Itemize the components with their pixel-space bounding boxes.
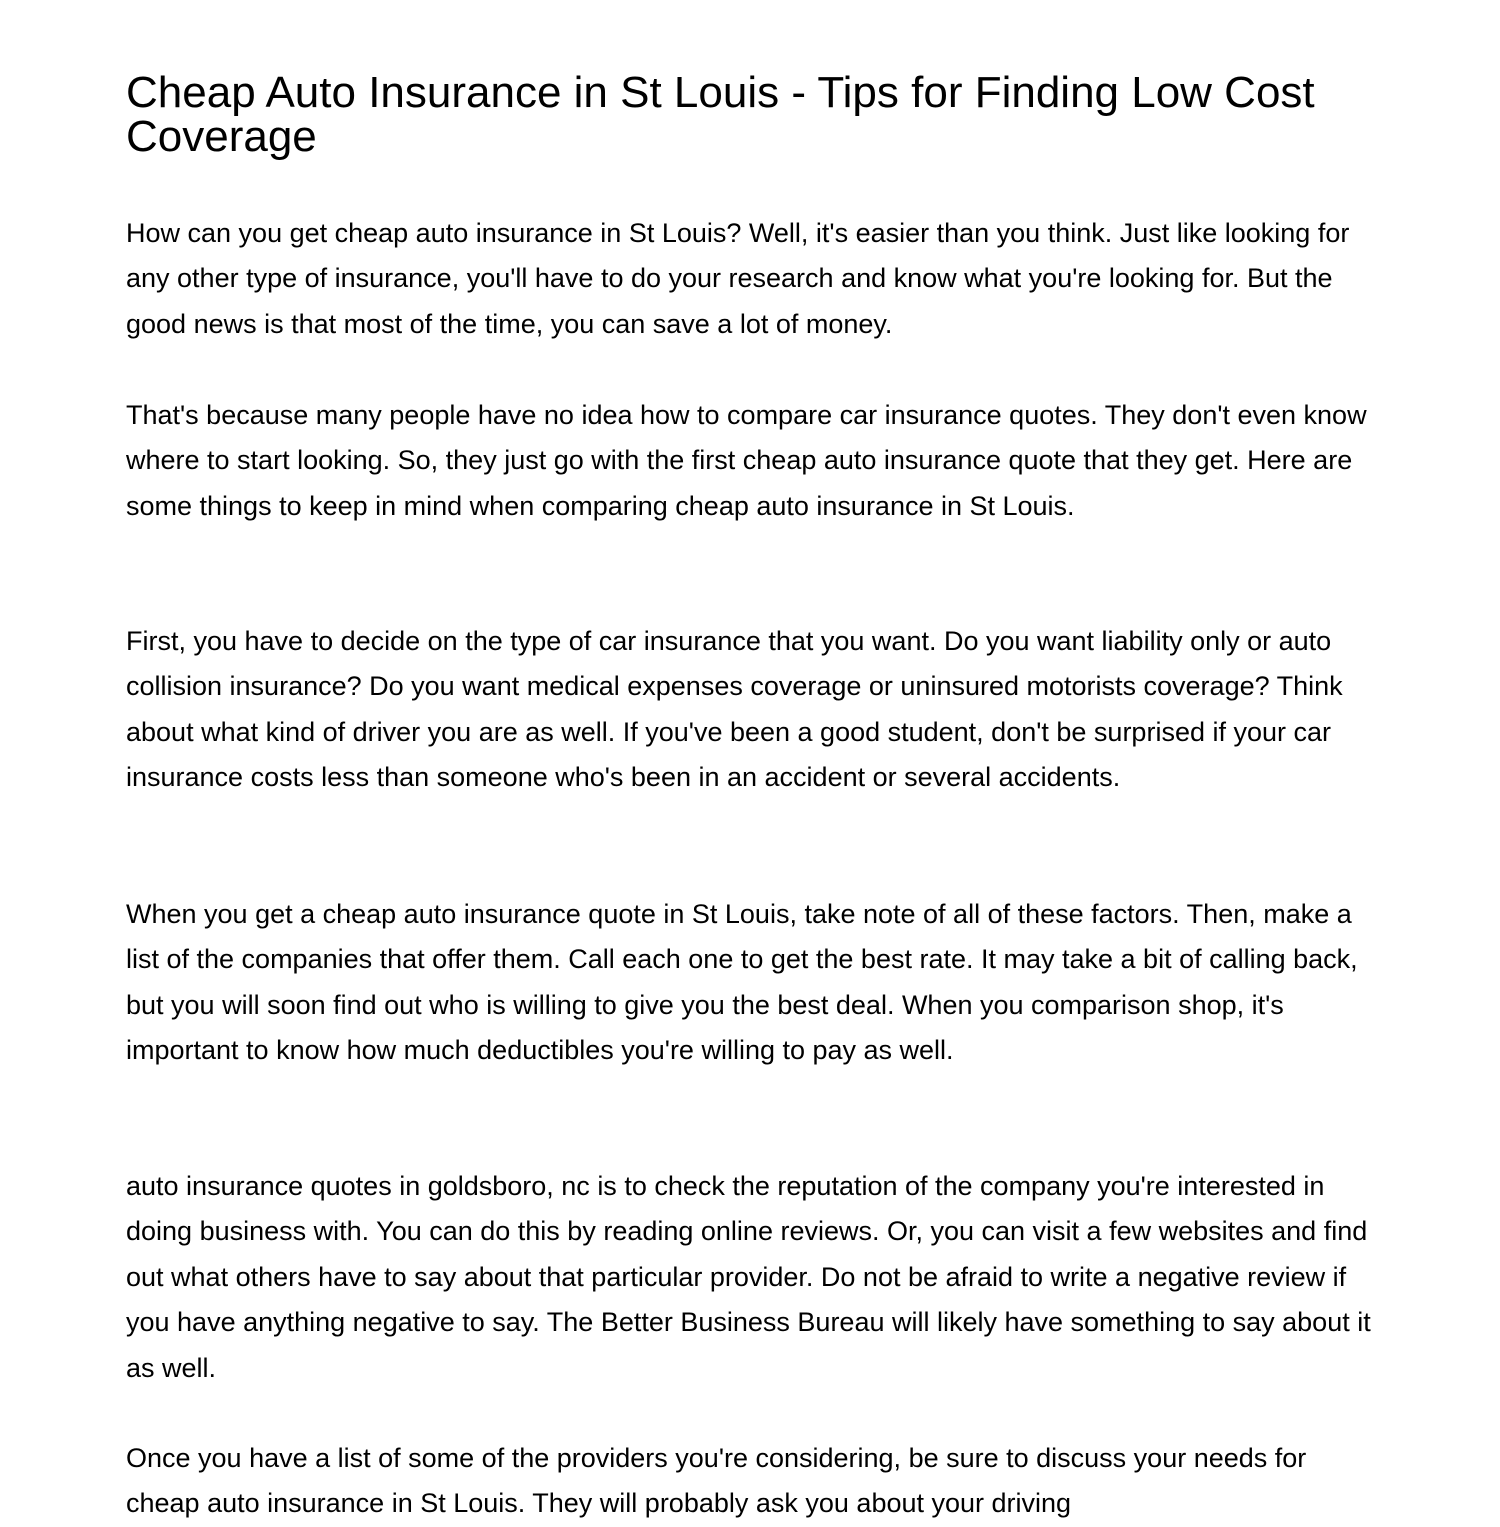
paragraph-reputation: auto insurance quotes in goldsboro, nc is to check the reputation of the company you're interested in doing business with. You can do this by reading online reviews. Or, you can visit a few websites and find out what others have to say about that particular provider. Do not be afraid to write a negative review if you have anything negative to say. The Better Business Bureau will likely have something to say about it as well. xyxy=(126,1171,1371,1383)
paragraph-intro: How can you get cheap auto insurance in St Louis? Well, it's easier than you think. Just like looking for any other type of insurance, you'll have to do your research and know what you're looking for. But the good news is that most of the time, you can save a lot of money. xyxy=(126,218,1350,339)
document-title: Cheap Auto Insurance in St Louis - Tips for Finding Low Cost Coverage xyxy=(126,68,1315,161)
paragraph-comparing-quotes: That's because many people have no idea how to compare car insurance quotes. They don't even know where to start looking. So, they just go with the first cheap auto insurance quote that they get. Here are some things to keep in mind when comparing cheap auto insurance in St Louis. xyxy=(126,400,1367,521)
paragraph-getting-quote: When you get a cheap auto insurance quote in St Louis, take note of all of these factors. Then, make a list of the companies that offer them. Call each one to get the best rate. It may take a bit of calling back, but you will soon find out who is willing to give you the best deal. When you comparison shop, it's important to know how much deductibles you're willing to pay as well. xyxy=(126,899,1358,1066)
document-page xyxy=(126,0,1378,1519)
paragraph-coverage-type: First, you have to decide on the type of car insurance that you want. Do you want liability only or auto collision insurance? Do you want medical expenses coverage or uninsured motorists coverage? Think about what kind of driver you are as well. If you've been a good student, don't be surprised if your car insurance costs less than someone who's been in an accident or several accidents. xyxy=(126,626,1343,793)
paragraph-providers: Once you have a list of some of the providers you're considering, be sure to discuss your needs for cheap auto insurance in St Louis. They will probably ask you about your driving xyxy=(126,1443,1307,1519)
